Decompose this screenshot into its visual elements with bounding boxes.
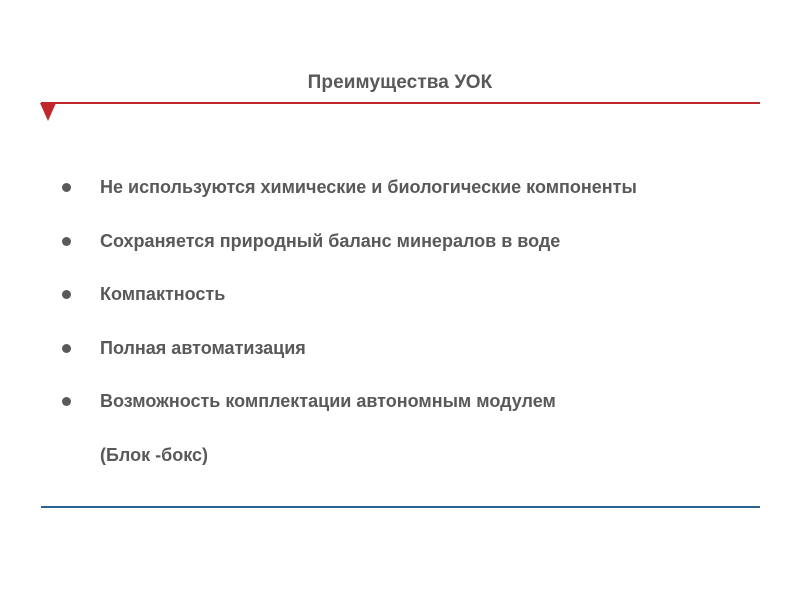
list-item bbox=[60, 172, 780, 226]
list-item-text: Не используются химические и биологические компоненты bbox=[100, 177, 637, 197]
slide-title: Преимущества УОК bbox=[307, 72, 493, 93]
bullet-icon bbox=[62, 344, 71, 353]
list-item bbox=[60, 333, 780, 387]
bullet-icon bbox=[62, 290, 71, 299]
bullet-icon bbox=[62, 183, 71, 192]
list-item-text: Сохраняется природный баланс минералов в воде bbox=[100, 230, 561, 251]
list-item bbox=[60, 279, 780, 333]
bullet-icon bbox=[62, 397, 71, 406]
list-item bbox=[60, 226, 780, 280]
bullet-icon bbox=[62, 237, 71, 246]
title-divider bbox=[41, 102, 760, 104]
advantages-list bbox=[60, 172, 780, 440]
list-item-text: Возможность комплектации автономным модулем bbox=[100, 391, 556, 411]
list-item-continuation: (Блок -бокс) bbox=[100, 445, 209, 465]
list-item-text: Полная автоматизация bbox=[100, 337, 306, 358]
triangle-marker-icon bbox=[40, 103, 56, 121]
list-item-text: Компактность bbox=[100, 284, 226, 304]
list-item bbox=[60, 386, 780, 440]
footer-divider bbox=[41, 506, 760, 508]
